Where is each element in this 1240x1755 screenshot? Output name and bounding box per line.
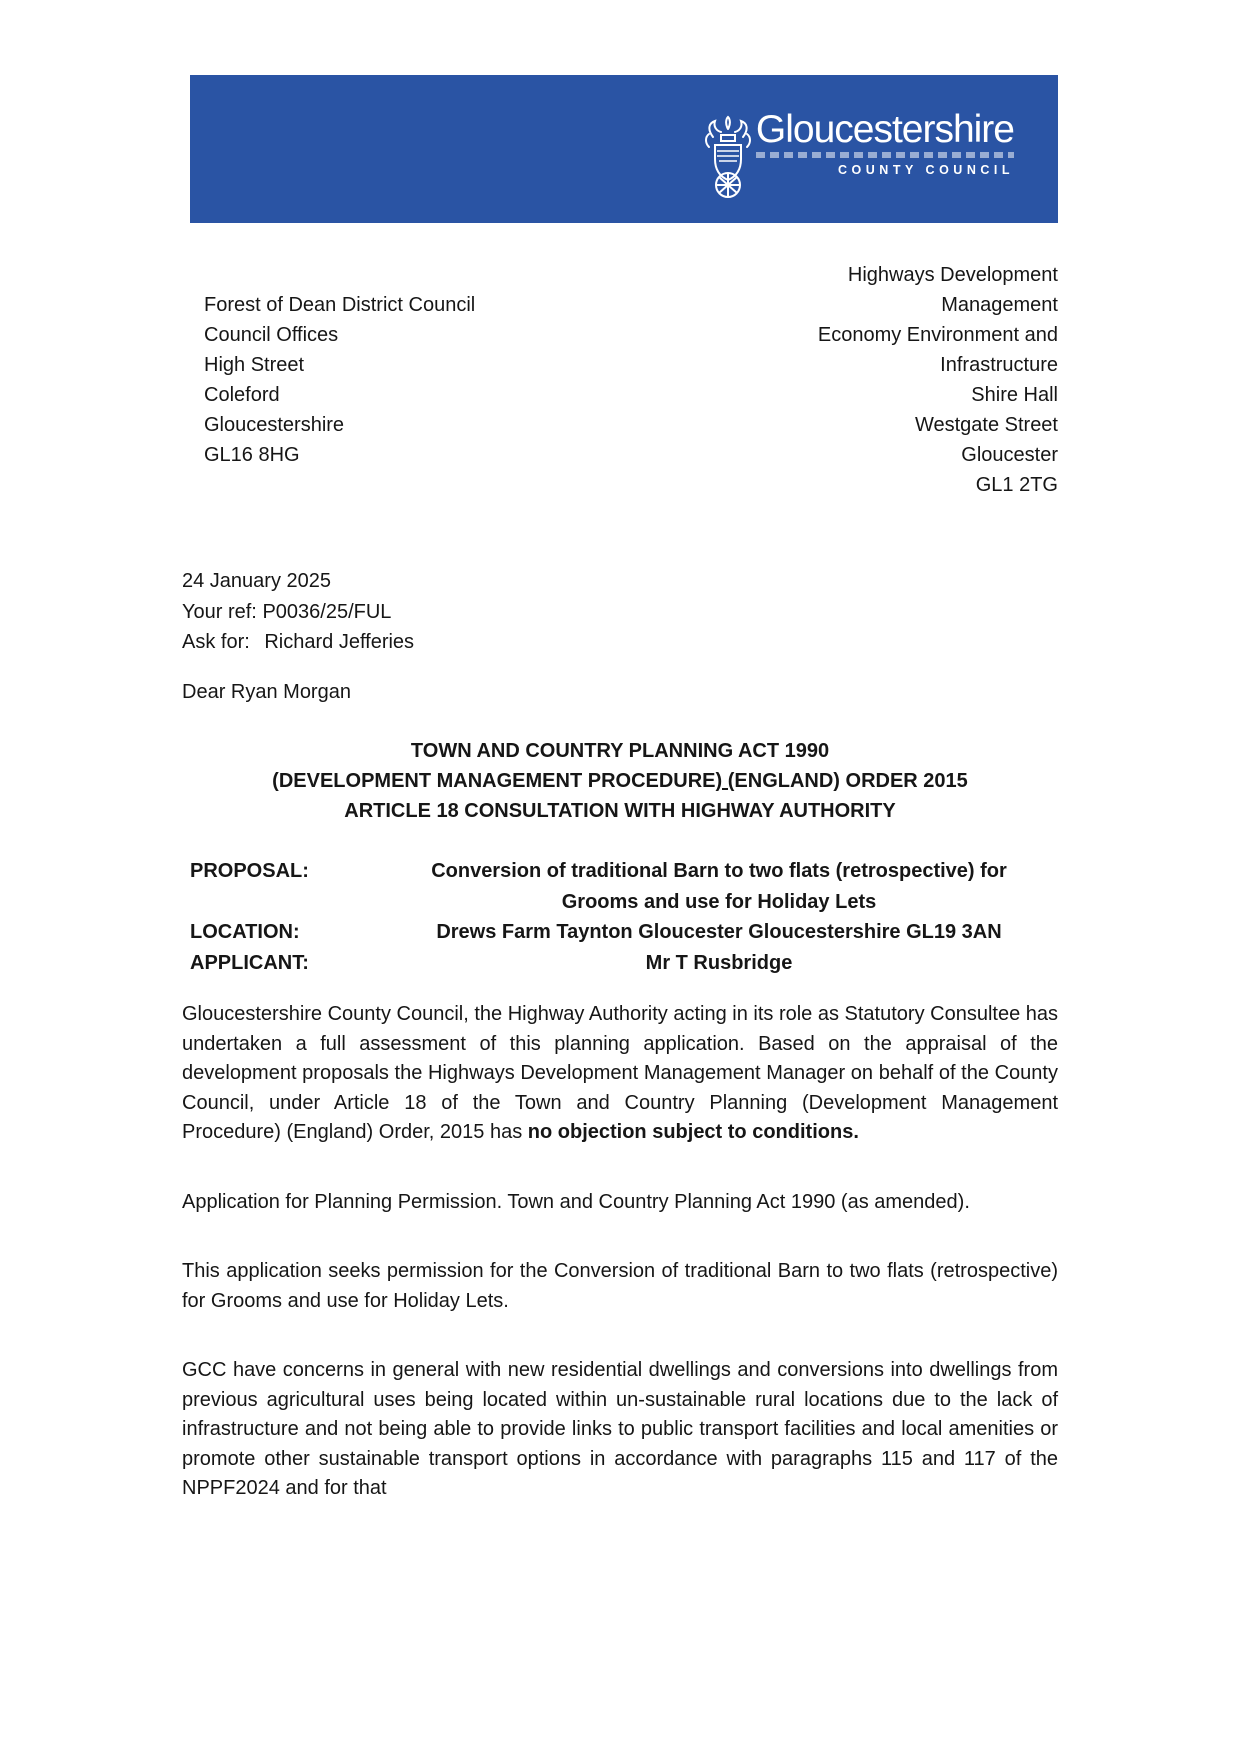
sender-address-line: GL1 2TG [975, 474, 1058, 496]
application-value [380, 917, 1058, 948]
letter-title [182, 736, 1058, 826]
ask-for-line [182, 627, 1058, 658]
paragraph-consultation-result [182, 1000, 1058, 1148]
application-value [380, 856, 1058, 917]
recipient-address-line: Coleford [204, 384, 280, 406]
recipient-address [182, 290, 475, 500]
application-label: LOCATION: [190, 921, 300, 943]
paragraph-gcc-concerns: GCC have concerns in general with new residential dwellings and conversions into dwellings from previous agricultural uses being located within un-sustainable rural locations due to the lack of infrastructure and not being able to provide links to public transport facilities and local amenities or promote other sustainable transport options in accordance with paragraphs 115 and 117 of the NPPF2024 and for that [182, 1359, 1058, 1499]
recipient-address-line: GL16 8HG [204, 444, 300, 466]
paragraph-permission-sought: This application seeks permission for the Conversion of traditional Barn to two flats (retrospective) for Grooms and use for Holiday Lets. [182, 1260, 1058, 1312]
title-line-2 [182, 766, 1058, 796]
your-ref-line [182, 597, 1058, 628]
application-label: APPLICANT: [190, 951, 309, 974]
application-label: PROPOSAL: [190, 860, 309, 882]
sender-address-line: Infrastructure [940, 354, 1058, 376]
letter-meta [182, 566, 1058, 658]
application-value [380, 948, 1058, 979]
logo-subtitle: COUNTY COUNCIL [838, 163, 1014, 177]
paragraph-text: Gloucestershire County Council, the Highway Authority acting in its role as Statutory Consultee has undertaken a full assessment of this planning application. Based on the appraisal of the development proposals the Highways Development Management Manager on behalf of the County Council, under Article 18 of the Town and Country Planning (Development Management Procedure) (England) Order, 2015 has [182, 1003, 1058, 1143]
application-value-line: Drews Farm Taynton Gloucester Gloucestershire GL19 3AN [436, 921, 1002, 943]
logo-text [756, 109, 1014, 177]
title-line-2-underlined: ) ( [715, 770, 735, 792]
letter-body [182, 1000, 1058, 1544]
sender-address [818, 260, 1058, 500]
sender-address-line: Economy Environment and [817, 324, 1058, 346]
salutation: Dear Ryan Morgan [182, 681, 351, 703]
title-line-1: TOWN AND COUNTRY PLANNING ACT 1990 [410, 740, 830, 762]
application-value-line: Conversion of traditional Barn to two flats (retrospective) for [431, 860, 1007, 882]
title-line-2-post: ENGLAND) ORDER 2015 [734, 770, 968, 792]
recipient-address-line: Gloucestershire [204, 414, 345, 436]
application-value-line: Mr T Rusbridge [645, 951, 793, 974]
title-line-3: ARTICLE 18 CONSULTATION WITH HIGHWAY AUTHORITY [344, 800, 896, 822]
logo-dashes-divider [756, 152, 1014, 158]
recipient-address-line: Council Offices [204, 324, 339, 346]
header-banner [190, 75, 1058, 223]
address-section [182, 260, 1058, 500]
crest-icon [703, 115, 753, 201]
sender-address-line: Westgate Street [914, 414, 1058, 436]
application-row-applicant [182, 948, 1058, 979]
sender-address-line: Gloucester [961, 444, 1058, 466]
recipient-address-line: Forest of Dean District Council [204, 294, 476, 316]
council-logo [703, 109, 1014, 201]
logo-name: Gloucestershire [755, 108, 1014, 151]
sender-address-line: Highways Development [847, 264, 1058, 286]
ask-for-value: Richard Jefferies [264, 631, 415, 653]
letter-date: 24 January 2025 [182, 570, 332, 592]
recipient-address-line: High Street [204, 354, 305, 376]
sender-address-line: Shire Hall [971, 384, 1058, 406]
application-details [182, 856, 1058, 978]
application-row-proposal [182, 856, 1058, 917]
sender-address-line: Management [941, 294, 1058, 316]
ask-for-label: Ask for: [182, 631, 250, 653]
title-line-2-pre: (DEVELOPMENT MANAGEMENT PROCEDURE [272, 770, 716, 792]
application-row-location [182, 917, 1058, 948]
your-ref-value: P0036/25/FUL [262, 600, 392, 623]
paragraph-application-type: Application for Planning Permission. Town and Country Planning Act 1990 (as amended). [182, 1190, 970, 1213]
your-ref-label: Your ref: [182, 600, 257, 623]
application-value-line: Grooms and use for Holiday Lets [561, 890, 877, 913]
no-objection-statement: no objection subject to conditions. [527, 1121, 859, 1143]
